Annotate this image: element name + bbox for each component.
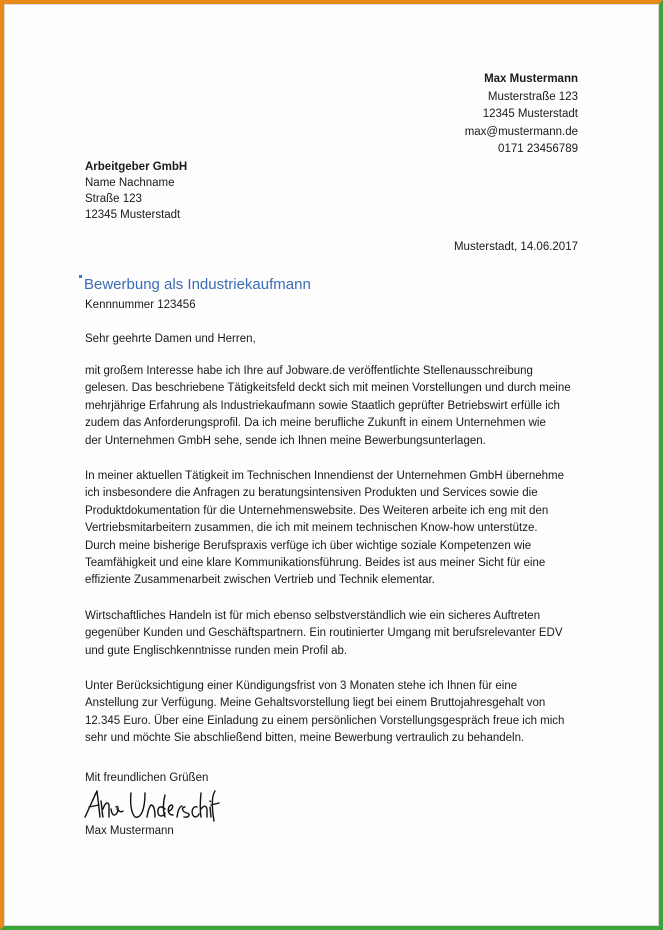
paragraph-line: mehrjährige Erfahrung als Industriekaufmann sowie Staatlich geprüfter Betriebswirt erfülle ich: [85, 399, 560, 412]
paragraph-line: mit großem Interesse habe ich Ihre auf Jobware.de veröffentlichte Stellenausschreibung: [85, 365, 533, 377]
paragraph-line: Anstellung zur Verfügung. Meine Gehaltsvorstellung liegt bei einem Bruttojahresgehalt von: [85, 697, 546, 710]
paragraph-line: 12.345 Euro. Über eine Einladung zu einem persönlichen Vorstellungsgespräch freue ich mich: [85, 714, 565, 727]
recipient-street: Straße 123: [85, 193, 142, 205]
paragraph-line: gelesen. Das beschriebene Tätigkeitsfeld deckt sich mit meinen Vorstellungen und durch meine: [85, 382, 571, 395]
paragraph-line: Teamfähigkeit und eine klare Kommunikationsführung. Beides ist aus meiner Sicht für eine: [85, 557, 546, 570]
recipient-city: 12345 Musterstadt: [85, 209, 181, 221]
letter-page: [5, 5, 658, 925]
letter-subject: Bewerbung als Industriekaufmann: [84, 276, 311, 293]
sender-name: Max Mustermann: [484, 73, 578, 85]
closing-phrase: Mit freundlichen Grüßen: [85, 772, 209, 784]
paragraph-line: zudem das Anforderungsprofil. Da ich meine berufliche Zukunft in einem Unternehmen wie: [85, 417, 546, 430]
paragraph-line: Unter Berücksichtigung einer Kündigungsfrist von 3 Monaten stehe ich Ihnen für eine: [85, 680, 518, 692]
letter-date: Musterstadt, 14.06.2017: [453, 241, 578, 253]
reference-number: Kennnummer 123456: [85, 299, 196, 311]
paragraph-line: Wirtschaftliches Handeln ist für mich ebenso selbstverständlich wie ein sicheres Auftreten: [85, 610, 541, 622]
paragraph-line: der Unternehmen GmbH sehe, sende ich Ihnen meine Bewerbungsunterlagen.: [85, 434, 486, 447]
sender-block: [465, 71, 578, 159]
recipient-company: Arbeitgeber GmbH: [85, 161, 188, 173]
paragraph-line: Produktdokumentation für die Unternehmenswebsite. Des Weiteren arbeite ich eng mit den: [85, 504, 549, 517]
sender-phone: 0171 23456789: [498, 143, 578, 156]
salutation: Sehr geehrte Damen und Herren,: [85, 333, 256, 345]
paragraph-line: effiziente Zusammenarbeit zwischen Vertrieb und Technik elementar.: [85, 574, 435, 587]
paragraph-line: Vertriebsmitarbeitern zusammen, die ich mit meinem technischen Know-how unterstütze.: [85, 522, 538, 535]
sender-city: 12345 Musterstadt: [482, 108, 578, 121]
paragraph-line: gegenüber Kunden und Geschäftspartnern. Ein routinierter Umgang mit berufsrelevanter EDV: [85, 627, 563, 640]
paragraph-line: ich insbesondere die Anfragen zu beratungsintensiven Produkten und Services sowie die: [85, 487, 538, 500]
handwritten-signature: [81, 787, 221, 823]
body-paragraph-2: [85, 468, 595, 590]
body-paragraph-3: [85, 608, 595, 660]
recipient-contact: Name Nachname: [85, 177, 175, 189]
recipient-block: [85, 159, 187, 223]
paragraph-marker: [79, 275, 82, 278]
body-paragraph-4: [85, 678, 595, 748]
sender-email: max@mustermann.de: [464, 125, 578, 138]
body-paragraph-1: [85, 363, 595, 450]
paragraph-line: Durch meine bisherige Berufspraxis verfüge ich über wichtige soziale Kompetenzen wie: [85, 539, 532, 552]
paragraph-line: In meiner aktuellen Tätigkeit im Technischen Innendienst der Unternehmen GmbH übernehme: [85, 470, 565, 482]
paragraph-line: sehr und möchte Sie abschließend bitten, meine Bewerbung vertraulich zu behandeln.: [85, 732, 525, 745]
signature-name: Max Mustermann: [85, 825, 174, 837]
paragraph-line: und gute Englischkenntnisse runden mein Profil ab.: [85, 644, 348, 657]
sender-street: Musterstraße 123: [487, 90, 578, 103]
